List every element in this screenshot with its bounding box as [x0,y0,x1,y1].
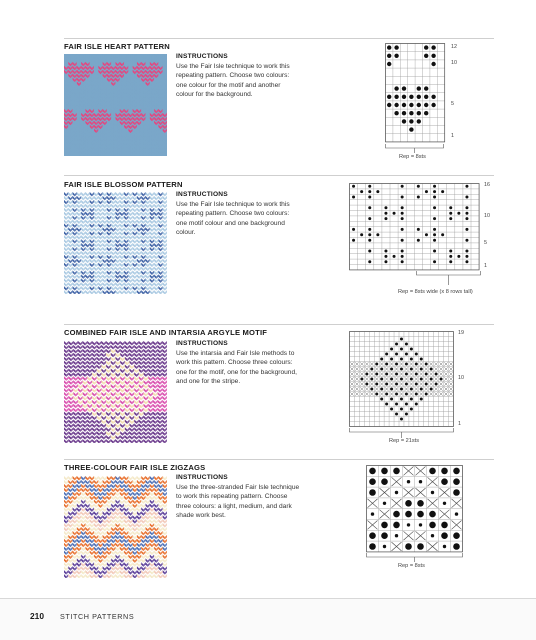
blossom-row-number: 10 [484,213,490,219]
argyle-row-number: 10 [458,375,464,381]
blossom-repeat-bracket [416,271,482,287]
heart-row-number: 12 [451,44,457,50]
blossom-instructions-text: Use the Fair Isle technique to work this repeating pattern. Choose two colours: one motif colour and one background colour. [176,201,290,236]
heart-instructions-heading: INSTRUCTIONS [176,53,228,60]
zigzag-instructions-heading: INSTRUCTIONS [176,474,228,481]
blossom-instructions [176,190,300,237]
running-head: STITCH PATTERNS [60,612,135,621]
argyle-instructions-heading: INSTRUCTIONS [176,340,228,347]
blossom-pattern-title: FAIR ISLE BLOSSOM PATTERN [64,180,183,189]
section-divider [64,175,494,176]
zigzag-chart-grid [366,465,464,553]
footer-rule [0,598,536,599]
section-divider [64,38,494,39]
heart-swatch-image [64,54,167,156]
zigzag-pattern-title: THREE-COLOUR FAIR ISLE ZIGZAGS [64,463,206,472]
section-divider [64,324,494,325]
argyle-chart-grid [349,331,454,427]
argyle-pattern-title: COMBINED FAIR ISLE AND INTARSIA ARGYLE MOTIF [64,328,268,337]
argyle-row-number: 1 [458,421,461,427]
heart-row-number: 1 [451,133,454,139]
heart-instructions-text: Use the Fair Isle technique to work this repeating pattern. Choose two colours: one colour for the motif and another colour for the background. [176,63,290,98]
zigzag-instructions [176,473,300,520]
zigzag-chart-caption: Rep = 8sts [398,563,425,569]
zigzag-repeat-bracket [366,553,464,562]
argyle-swatch-image [64,341,167,443]
heart-row-number: 5 [451,101,454,107]
blossom-chart-caption: Rep = 8sts wide (x 8 rows tall) [398,289,473,295]
heart-chart-caption: Rep = 8sts [399,154,426,160]
heart-chart-grid [385,43,445,143]
argyle-instructions-text: Use the intarsia and Fair Isle methods to work this pattern. Choose three colours: one for the motif, one for the background, and one for the stripe. [176,350,297,385]
heart-instructions [176,52,300,99]
blossom-instructions-heading: INSTRUCTIONS [176,191,228,198]
blossom-row-number: 1 [484,263,487,269]
heart-row-number: 10 [451,60,457,66]
section-divider [64,459,494,460]
argyle-repeat-bracket [349,428,455,438]
heart-pattern-title: FAIR ISLE HEART PATTERN [64,42,170,51]
zigzag-instructions-text: Use the three-stranded Fair Isle technique to work this repeating pattern. Choose three colours: a light, medium, and dark shade work best. [176,484,300,519]
blossom-row-number: 16 [484,182,490,188]
page-number: 210 [30,611,44,621]
blossom-chart-grid [349,183,480,270]
blossom-swatch-image [64,192,167,294]
zigzag-swatch-image [64,476,167,578]
argyle-instructions [176,339,300,386]
argyle-chart-caption: Rep = 21sts [389,438,420,444]
argyle-row-number: 19 [458,330,464,336]
heart-repeat-bracket [385,144,445,153]
blossom-row-number: 5 [484,240,487,246]
